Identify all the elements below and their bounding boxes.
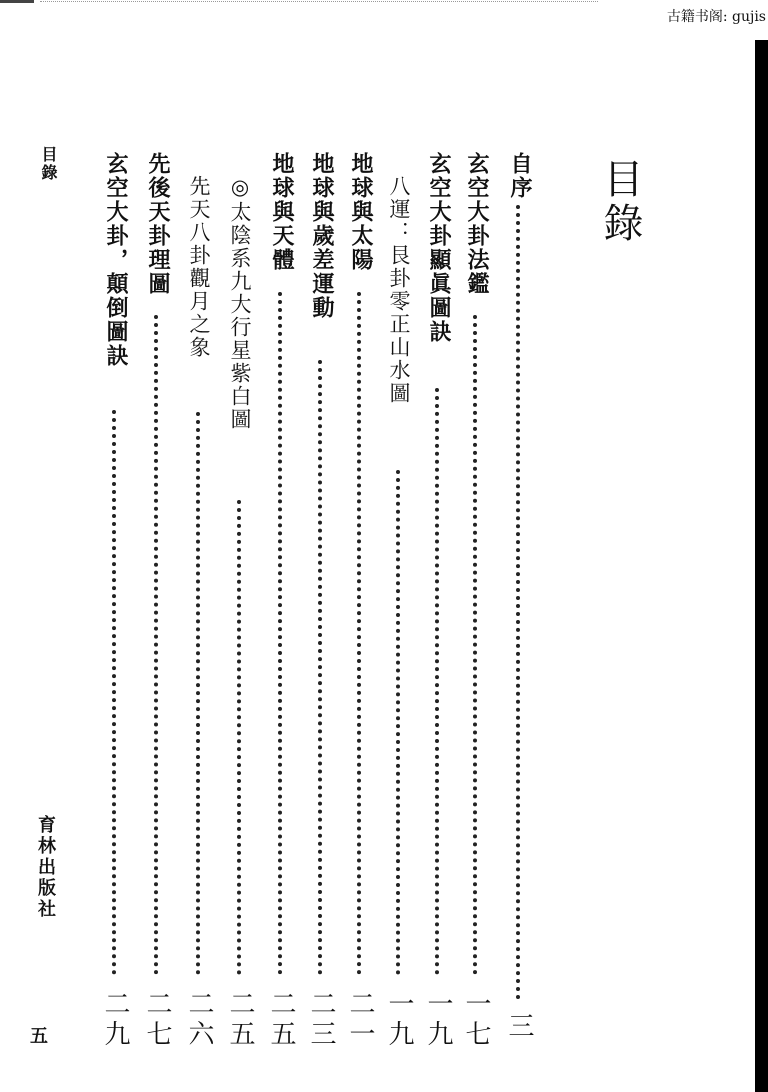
- dot-leader: [318, 360, 322, 975]
- toc-entry-title: 玄空大卦顯眞圖訣: [426, 152, 451, 344]
- watermark: 古籍书阁: gujis: [666, 9, 766, 25]
- toc-entry-title: 地球與天體: [269, 152, 294, 272]
- toc-entry-page: 二一: [345, 990, 375, 1050]
- page-number: 五: [30, 1026, 48, 1047]
- toc-entry-page: 二五: [266, 990, 296, 1050]
- dot-leader: [278, 292, 282, 975]
- dot-leader: [154, 315, 158, 975]
- dot-leader: [237, 500, 241, 975]
- toc-entry-page: 二九: [100, 990, 130, 1050]
- toc-entry-page: 二三: [306, 990, 336, 1050]
- dot-leader: [112, 410, 116, 975]
- top-rule: [0, 0, 34, 3]
- publisher-name: 育林出版社: [35, 815, 56, 920]
- dot-leader: [357, 292, 361, 975]
- dot-leader: [435, 388, 439, 975]
- toc-entry-page: 一七: [461, 990, 491, 1050]
- toc-entry-page: 二七: [142, 990, 172, 1050]
- toc-entry-title: ◎太陰系九大行星紫白圖: [228, 175, 252, 431]
- toc-entry-title: 玄空大卦，顛倒圖訣: [103, 152, 128, 368]
- dot-leader: [396, 470, 400, 975]
- toc-title: 目錄: [597, 158, 643, 246]
- toc-entry-title: 先後天卦理圖: [145, 152, 170, 296]
- toc-entry-page: 一九: [384, 990, 414, 1050]
- toc-entry-title: 地球與歲差運動: [309, 152, 334, 320]
- toc-entry-title: 地球與太陽: [348, 152, 373, 272]
- toc-entry-page: 二五: [225, 990, 255, 1050]
- dot-leader: [196, 412, 200, 975]
- top-dotted-border: [40, 1, 598, 2]
- toc-entry-page: 一九: [423, 990, 453, 1050]
- dot-leader: [516, 205, 520, 1000]
- scan-edge: [755, 40, 768, 1092]
- toc-entry-title: 玄空大卦法鑑: [464, 152, 489, 296]
- dot-leader: [473, 315, 477, 975]
- toc-entry-page: 三: [504, 1012, 534, 1042]
- running-header: 目錄: [39, 146, 58, 182]
- toc-entry-page: 二六: [184, 990, 214, 1050]
- toc-entry-title: 八運：艮卦零正山水圖: [387, 175, 411, 405]
- toc-entry-title: 自序: [507, 152, 532, 200]
- toc-entry-title: 先天八卦觀月之象: [187, 175, 211, 359]
